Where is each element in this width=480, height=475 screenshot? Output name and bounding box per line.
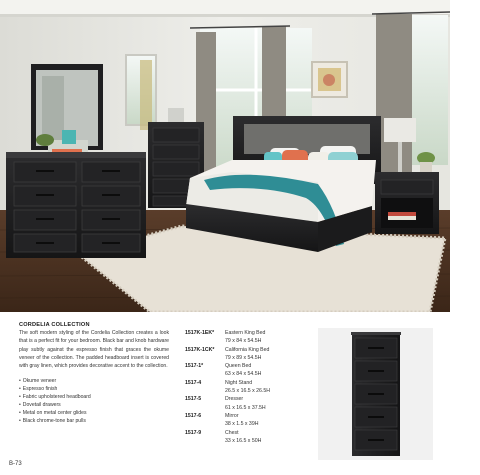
sku-dimensions: 63 x 84 x 54.5H: [225, 371, 262, 378]
sku-name: Night Stand: [225, 379, 253, 386]
chest-product-image: [318, 328, 433, 460]
sku-row: [185, 346, 285, 363]
feature-list: [19, 377, 169, 425]
sku-code: 1517-6: [185, 412, 202, 419]
sku-dimensions: 26.5 x 16.5 x 26.5H: [225, 388, 270, 395]
sku-code: 1517K-1CK*: [185, 346, 215, 353]
sku-code: 1517K-1EK*: [185, 330, 215, 336]
sku-name: Eastern King Bed: [225, 330, 266, 336]
sku-dimensions: 79 x 84 x 54.5H: [225, 338, 262, 345]
sku-row: [185, 379, 285, 396]
feature-item: • Metal on metal center glides: [19, 409, 169, 417]
sku-dimensions: 38 x 1.5 x 39H: [225, 421, 259, 428]
sku-dimensions: 61 x 16.5 x 37.5H: [225, 404, 266, 411]
sku-dimensions: 79 x 89 x 54.5H: [225, 354, 262, 361]
feature-item: • Black chrome-tone bar pulls: [19, 417, 169, 425]
feature-item: • Fabric upholstered headboard: [19, 393, 169, 401]
sku-name: Chest: [225, 429, 239, 436]
feature-item: • Okume veneer: [19, 377, 169, 385]
product-sku-list: [185, 329, 285, 445]
sku-row: [185, 395, 285, 412]
feature-item: • Espresso finish: [19, 385, 169, 393]
page-number: B-73: [9, 461, 22, 467]
collection-description: The soft modern styling of the Cordelia Collection creates a look that is a perfect fit for your bedroom. Black bar and knob hardware play subtly against the espresso finish that graces the okume veneer of the collection. The padded headboard insert is covered with gray linen, which provides decorative accent to the collection.: [19, 330, 169, 370]
sku-row: [185, 412, 285, 429]
sku-code: 1517-4: [185, 379, 202, 386]
sku-code: 1517-5: [185, 396, 202, 403]
sku-code: 1517-1*: [185, 363, 204, 370]
sku-name: Queen Bed: [225, 363, 252, 370]
sku-code: 1517-9: [185, 429, 202, 436]
sku-row: [185, 362, 285, 379]
sku-name: Dresser: [225, 396, 244, 403]
sku-row: [185, 429, 285, 446]
collection-description-section: [19, 322, 169, 425]
feature-item: • Dovetail drawers: [19, 401, 169, 409]
chest-illustration: [318, 328, 433, 460]
collection-title: CORDELIA COLLECTION: [19, 322, 90, 328]
sku-row: [185, 329, 285, 346]
sku-name: California King Bed: [225, 346, 270, 353]
sku-dimensions: 33 x 16.5 x 50H: [225, 437, 262, 444]
sku-name: Mirror: [225, 412, 239, 419]
